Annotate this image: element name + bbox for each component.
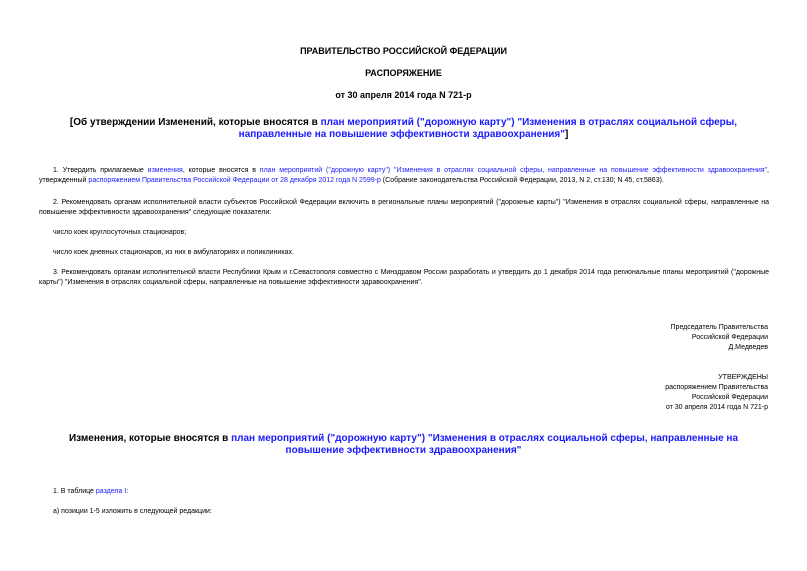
p1-text-a: 1. Утвердить прилагаемые — [53, 167, 148, 174]
government-heading: ПРАВИТЕЛЬСТВО РОССИЙСКОЙ ФЕДЕРАЦИИ — [300, 46, 507, 56]
changes-title — [40, 433, 767, 457]
plan-link[interactable]: план мероприятий ("дорожную карту") "Изменения в отраслях социальной сферы, направленные на повышение эффективности здравоохранения" — [259, 167, 768, 174]
approval-decree: распоряжением Правительства — [665, 384, 768, 391]
signature-country: Российской Федерации — [691, 334, 768, 341]
title-open: [Об утверждении Изменений, которые вносятся в — [69, 117, 321, 128]
p1-text-b: , которые вносятся в — [182, 167, 260, 174]
changes-title-text: Изменения, которые вносятся в — [68, 433, 232, 444]
decree-2599-link[interactable]: распоряжением Правительства Российской Федерации от 28 декабря 2012 года N 2599-р — [88, 177, 381, 184]
title-close: ] — [564, 129, 569, 140]
p1-text-d: (Собрание законодательства Российской Федерации, 2013, N 2, ст.130; N 45, ст.5863). — [380, 177, 664, 184]
changes-plan-link[interactable]: план мероприятий ("дорожную карту") "Изменения в отраслях социальной сферы, направленные на повышение эффективности здравоохранения" — [231, 433, 739, 456]
paragraph-2-item-2: число коек дневных стационаров, из них в амбулаториях и поликлиниках. — [53, 249, 294, 256]
signature-name: Д.Медведев — [728, 344, 768, 351]
section-1-link[interactable]: раздела I — [95, 488, 127, 495]
paragraph-1 — [39, 166, 769, 186]
paragraph-2: 2. Рекомендовать органам исполнительной власти субъектов Российской Федерации включить в региональные планы мероприятий ("дорожные карты") "Изменения в отраслях социальной сферы, направленные на повышение эффективности здравоохранения" следующие показатели: — [39, 199, 769, 216]
title-plan-link[interactable]: план мероприятий ("дорожную карту") "Изменения в отраслях социальной сферы, направленные на повышение эффективности здравоохранения" — [238, 117, 738, 140]
approval-country: Российской Федерации — [691, 394, 768, 401]
paragraph-3: 3. Рекомендовать органам исполнительной власти Республики Крым и г.Севастополя совместно с Минздравом России разработать и утвердить до 1 декабря 2014 года региональные планы мероприятий ("дорожные карты") "Изменения в отраслях социальной сферы, направленные на повышение эффективности здравоохранения". — [39, 269, 769, 286]
doc-type-heading: РАСПОРЯЖЕНИЕ — [365, 68, 442, 78]
changes-item-1a: а) позиции 1-5 изложить в следующей редакции: — [53, 508, 212, 515]
changes-item-1 — [53, 487, 128, 497]
approval-block — [665, 373, 768, 413]
doc-date-number: от 30 апреля 2014 года N 721-р — [335, 90, 472, 100]
signature-block — [671, 323, 768, 353]
changes-link[interactable]: изменения — [147, 167, 183, 174]
p1-text-c: , утвержденный — [39, 167, 769, 184]
item1-text-a: 1. В таблице — [53, 488, 96, 495]
approval-heading: УТВЕРЖДЕНЫ — [718, 374, 768, 381]
item1-text-b: : — [126, 488, 129, 495]
signature-title: Председатель Правительства — [670, 324, 768, 331]
approval-date: от 30 апреля 2014 года N 721-р — [665, 404, 768, 411]
document-title — [40, 117, 767, 141]
paragraph-2-item-1: число коек круглосуточных стационаров; — [53, 229, 187, 236]
